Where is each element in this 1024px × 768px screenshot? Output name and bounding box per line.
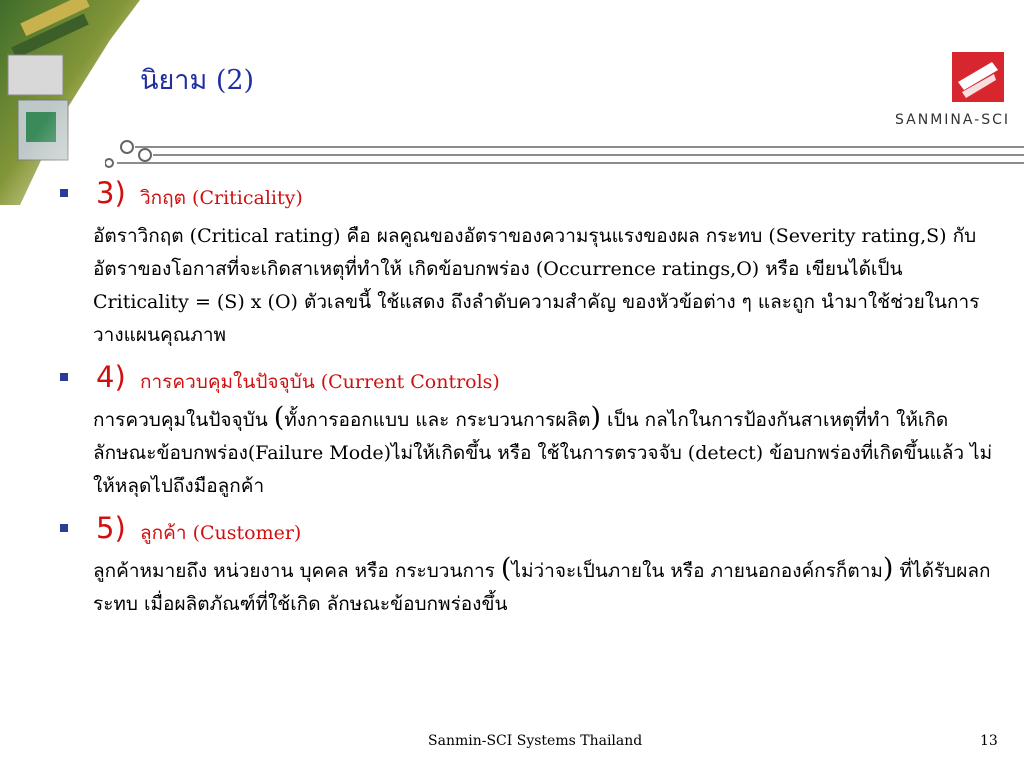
paragraph-text: ลูกค้าหมายถึง หน่วยงาน บุคคล หรือ กระบวนการ xyxy=(93,560,501,582)
page-number: 13 xyxy=(980,733,998,749)
slide-title: นิยาม (2) xyxy=(140,65,255,96)
bullet-heading: การควบคุมในปัจจุบัน (Current Controls) xyxy=(140,371,500,393)
bullet-heading: วิกฤต (Criticality) xyxy=(140,187,303,209)
open-paren: ( xyxy=(273,402,285,433)
close-paren: ) xyxy=(882,553,894,584)
bullet-heading: ลูกค้า (Customer) xyxy=(140,522,302,544)
bullet-number: 4) xyxy=(96,360,126,394)
header-rule xyxy=(105,140,1024,170)
paragraph-text: ทั้งการออกแบบ และ กระบวนการผลิต xyxy=(284,409,591,431)
paragraph-text: เป็น กลไกในการป้องกันสาเหตุที่ทำ ให้เกิดลักษณะข้อบกพร่อง(Failure Mode)ไม่ให้เกิดขึ้น หรือ ใช้ในการตรวจจับ (detect) ข้อบกพร่องที่เกิดขึ้นแล้ว ไม่ให้หลุดไปถึงมือลูกค้า xyxy=(93,409,993,497)
paragraph xyxy=(93,404,993,503)
paragraph-text: ไม่ว่าจะเป็นภายใน หรือ ภายนอกองค์กรก็ตาม xyxy=(511,560,883,582)
bullet-square-icon xyxy=(60,373,68,381)
paragraph xyxy=(93,555,993,621)
footer-company: Sanmin-SCI Systems Thailand xyxy=(428,733,643,749)
bullet-item xyxy=(60,176,990,220)
logo-mark-icon xyxy=(952,52,1004,102)
bullet-number: 5) xyxy=(96,511,126,545)
open-paren: ( xyxy=(500,553,512,584)
brand-name: SANMINA-SCI xyxy=(895,112,1010,128)
bullet-square-icon xyxy=(60,524,68,532)
paragraph-text: การควบคุมในปัจจุบัน xyxy=(93,409,274,431)
corner-photo xyxy=(0,0,140,205)
slide-body xyxy=(60,176,993,629)
sanmina-logo xyxy=(850,52,1010,132)
bullet-square-icon xyxy=(60,189,68,197)
paragraph-text: ที่ได้รับผลกระทบ เมื่อผลิตภัณฑ์ที่ใช้เกิด ลักษณะข้อบกพร่องขึ้น xyxy=(93,560,991,615)
bullet-item xyxy=(60,511,990,555)
close-paren: ) xyxy=(590,402,601,433)
bullet-item xyxy=(60,360,990,404)
bullet-number: 3) xyxy=(96,176,126,210)
paragraph: อัตราวิกฤต (Critical rating) คือ ผลคูณของอัตราของความรุนแรงของผล กระทบ (Severity rating,S) กับ อัตราของโอกาสที่จะเกิดสาเหตุที่ทำให้ เกิดข้อบกพร่อง (Occurrence ratings,O) หรือ เขียนได้เป็น Criticality = (S) x (O) ตัวเลขนี้ ใช้แสดง ถึงลำดับความสำคัญ ของหัวข้อต่าง ๆ และถูก นำมาใช้ช่วยในการวางแผนคุณภาพ xyxy=(93,225,980,346)
